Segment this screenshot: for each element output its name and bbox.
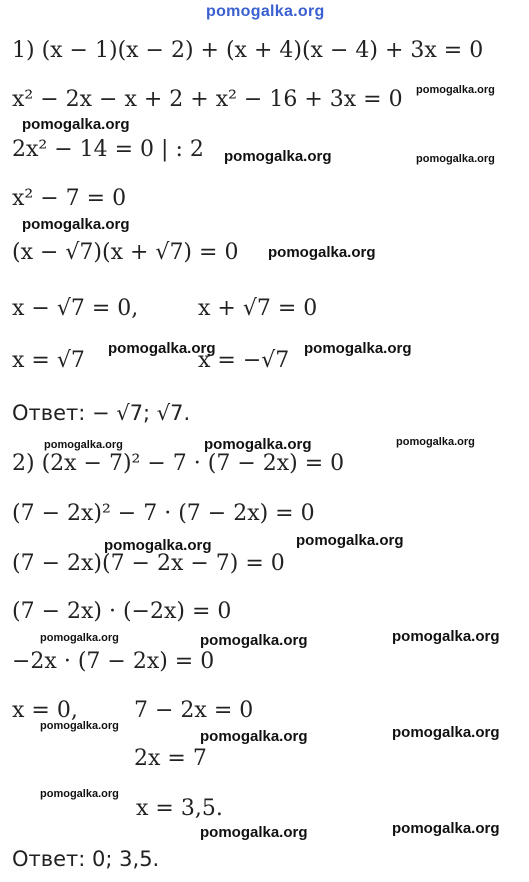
task2-answer: Ответ: 0; 3,5. [12,847,160,871]
watermark: pomogalka.org [44,439,123,451]
task2-line-5: −2x · (7 − 2x) = 0 [12,649,215,674]
watermark: pomogalka.org [224,148,332,165]
watermark: pomogalka.org [304,340,412,357]
watermark: pomogalka.org [40,632,119,644]
task1-line-3: 2x² − 14 = 0 | : 2 [12,137,204,162]
task1-root-eq-right: x + √7 = 0 [198,296,318,321]
task2-col-right-1: 7 − 2x = 0 [134,698,254,723]
task1-answer: Ответ: − √7; √7. [12,401,191,425]
watermark: pomogalka.org [22,116,130,133]
watermark: pomogalka.org [40,720,119,732]
watermark: pomogalka.org [200,728,308,745]
task1-root-eq-left: x − √7 = 0, [12,296,139,321]
task2-root-left: x = 0, [12,698,78,723]
watermark: pomogalka.org [296,532,404,549]
watermark: pomogalka.org [108,340,216,357]
task2-line-1: 2) (2x − 7)² − 7 · (7 − 2x) = 0 [12,451,345,476]
watermark: pomogalka.org [22,216,130,233]
watermark: pomogalka.org [416,84,495,96]
watermark: pomogalka.org [204,436,312,453]
watermark: pomogalka.org [392,820,500,837]
watermark: pomogalka.org [392,724,500,741]
watermark: pomogalka.org [200,824,308,841]
task2-col-right-2: 2x = 7 [134,746,207,771]
watermark: pomogalka.org [268,244,376,261]
task2-line-3: (7 − 2x)(7 − 2x − 7) = 0 [12,551,285,576]
watermark-top: pomogalka.org [206,3,325,20]
task1-line-1: 1) (x − 1)(x − 2) + (x + 4)(x − 4) + 3x = 0 [12,38,484,63]
watermark: pomogalka.org [396,436,475,448]
watermark: pomogalka.org [392,628,500,645]
watermark: pomogalka.org [200,632,308,649]
task2-col-right-3: x = 3,5. [136,796,223,821]
task1-root-left: x = √7 [12,348,85,373]
watermark: pomogalka.org [104,537,212,554]
task2-line-2: (7 − 2x)² − 7 · (7 − 2x) = 0 [12,501,315,526]
task1-line-2: x² − 2x − x + 2 + x² − 16 + 3x = 0 [12,87,403,112]
task1-root-right: x = −√7 [198,348,290,373]
task1-line-5: (x − √7)(x + √7) = 0 [12,240,239,265]
task1-line-4: x² − 7 = 0 [12,186,127,211]
task2-line-4: (7 − 2x) · (−2x) = 0 [12,599,232,624]
watermark: pomogalka.org [416,153,495,165]
watermark: pomogalka.org [40,788,119,800]
